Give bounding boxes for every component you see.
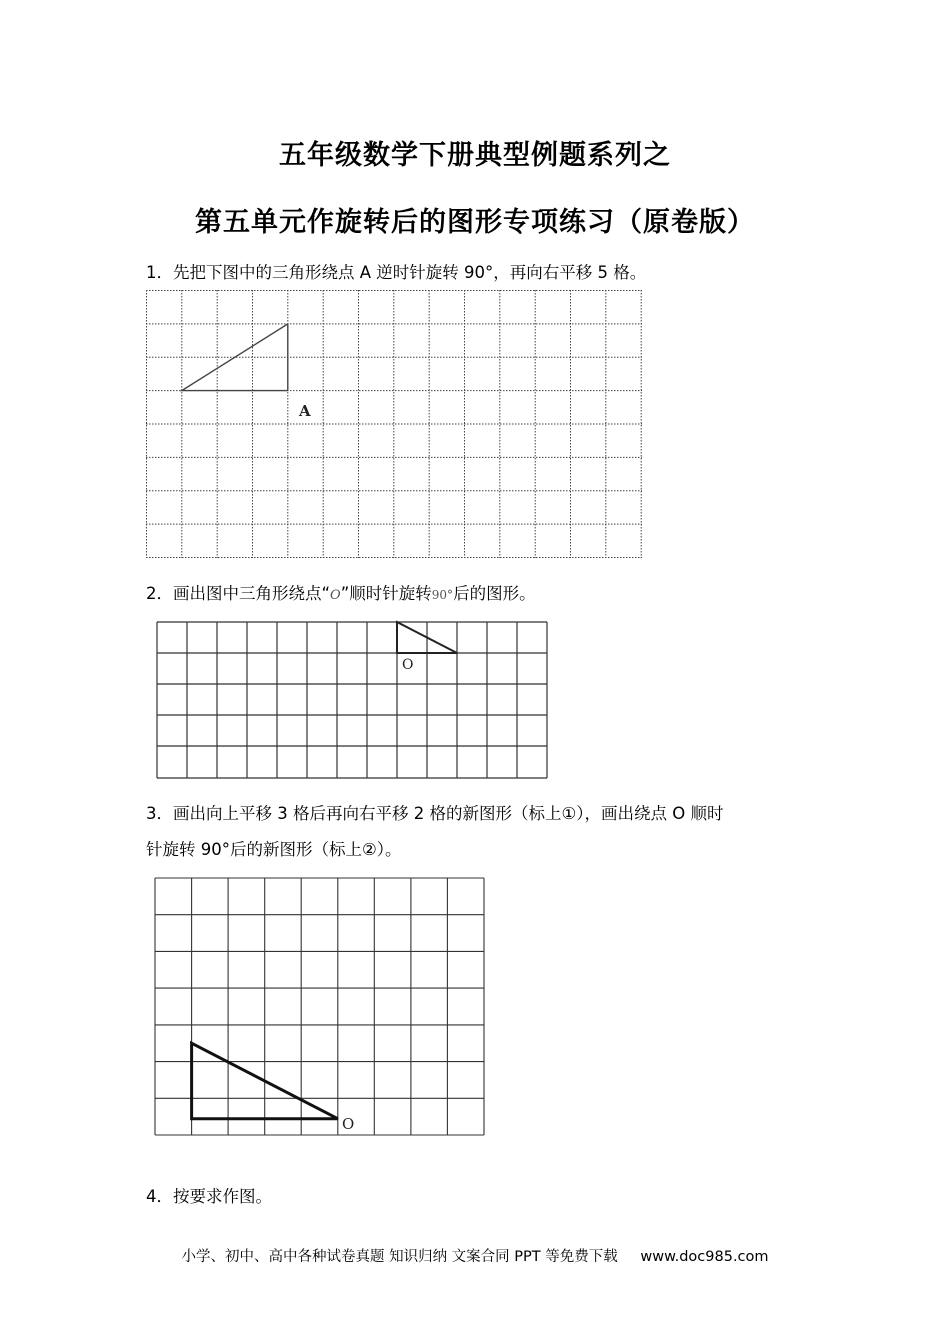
grid-lines (157, 622, 547, 778)
question-3-line-1: 3．画出向上平移 3 格后再向右平移 2 格的新图形（标上①），画出绕点 O 顺时 (146, 804, 724, 823)
question-3-grid (154, 877, 486, 1137)
q2-point: O (330, 588, 341, 603)
question-4-text: 4．按要求作图。 (146, 1187, 272, 1206)
point-a-label: A (299, 402, 311, 420)
question-3-line-2: 针旋转 90°后的新图形（标上②）。 (146, 840, 402, 859)
q2-text-mid: ”顺时针旋转 (340, 584, 432, 603)
q2-text-before: 2．画出图中三角形绕点“ (146, 584, 331, 603)
q2-angle: 90° (431, 588, 454, 602)
point-o-label: O (402, 657, 414, 673)
question-1-text: 1．先把下图中的三角形绕点 A 逆时针旋转 90°，再向右平移 5 格。 (146, 263, 647, 282)
footer-link[interactable]: www.doc985.com (640, 1249, 769, 1265)
grid-lines (155, 878, 484, 1135)
grid-lines (146, 290, 642, 558)
question-2-grid (156, 621, 548, 779)
point-o-label: O (342, 1115, 355, 1133)
question-2-text (146, 580, 536, 604)
title-line-1: 五年级数学下册典型例题系列之 (279, 140, 671, 171)
footer (0, 1245, 950, 1266)
question-1-grid (146, 290, 642, 558)
title-line-2: 第五单元作旋转后的图形专项练习（原卷版） (195, 207, 755, 238)
footer-text: 小学、初中、高中各种试卷真题 知识归纳 文案合同 PPT 等免费下载 (181, 1249, 618, 1265)
q2-text-after: 后的图形。 (453, 584, 536, 603)
